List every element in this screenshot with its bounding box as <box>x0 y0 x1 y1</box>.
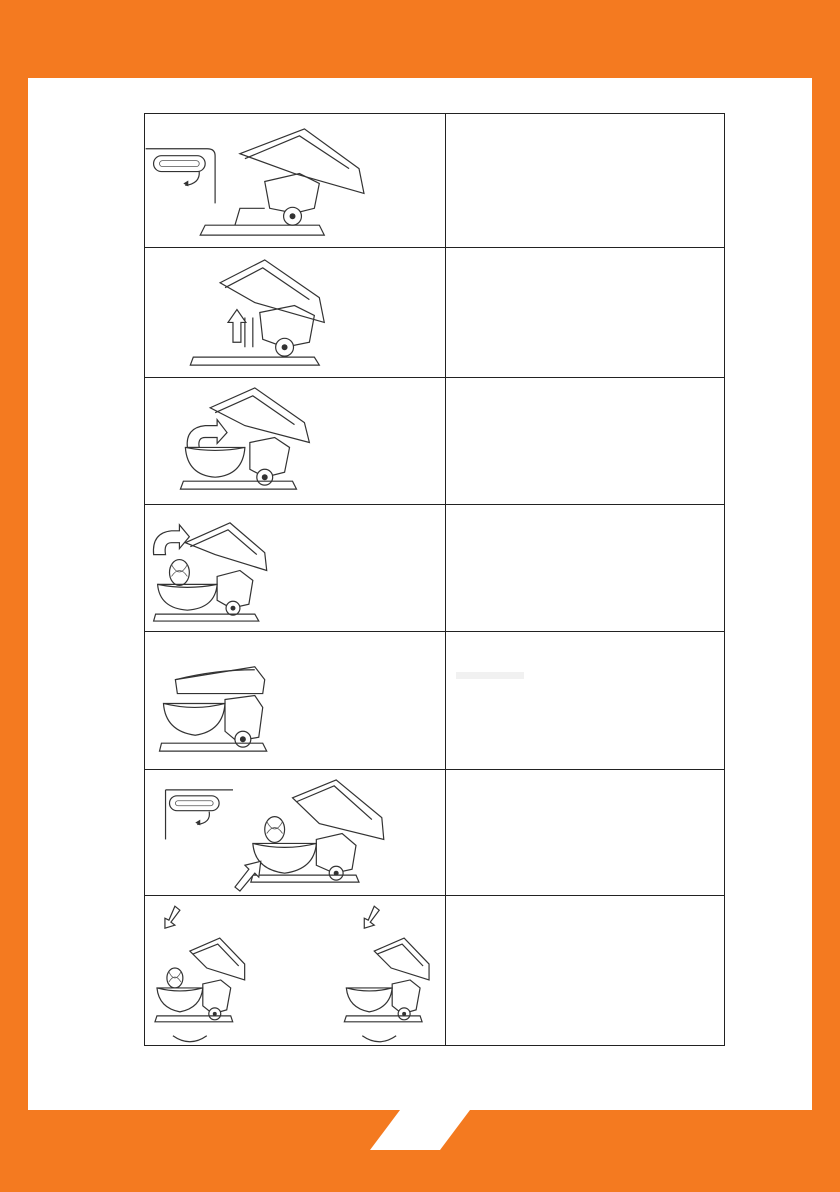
step-illustration-1 <box>145 114 446 247</box>
step-text-5-content <box>446 632 724 652</box>
step-row-3 <box>145 378 724 505</box>
step-row-7 <box>145 896 724 1046</box>
mixer-head-raised-up-arrow-icon <box>145 248 445 377</box>
step-text-7-content <box>446 896 724 916</box>
step-row-5 <box>145 632 724 770</box>
step-illustration-3 <box>145 378 446 504</box>
mixer-head-unlock-lever-icon <box>145 114 445 247</box>
instruction-table <box>144 113 725 1046</box>
step-illustration-7 <box>145 896 446 1046</box>
step-illustration-5 <box>145 632 446 769</box>
step-row-4 <box>145 505 724 632</box>
step-text-6 <box>446 770 724 895</box>
step-text-6-content <box>446 770 724 790</box>
step-row-6 <box>145 770 724 896</box>
step-illustration-4 <box>145 505 446 631</box>
footer-tab-shape <box>370 1110 470 1150</box>
mixer-attachment-removal-icon <box>145 896 445 1046</box>
step-illustration-6 <box>145 770 446 895</box>
step-row-1 <box>145 114 724 248</box>
step-row-2 <box>145 248 724 378</box>
step-text-3-content <box>446 378 724 398</box>
step-text-4-content <box>446 505 724 525</box>
mixer-splash-guard-rotate-icon <box>145 378 445 504</box>
step-text-4 <box>446 505 724 631</box>
mixer-attachment-insert-icon <box>145 505 445 631</box>
step-text-7 <box>446 896 724 1046</box>
step-text-3 <box>446 378 724 504</box>
step-text-1-content <box>446 114 724 134</box>
step-illustration-2 <box>145 248 446 377</box>
mixer-bowl-insert-icon <box>145 770 445 895</box>
step-text-2 <box>446 248 724 377</box>
step-text-1 <box>446 114 724 247</box>
step-text-2-content <box>446 248 724 268</box>
faint-text-mark <box>456 672 524 679</box>
mixer-head-lowered-icon <box>145 632 445 769</box>
step-text-5 <box>446 632 724 769</box>
